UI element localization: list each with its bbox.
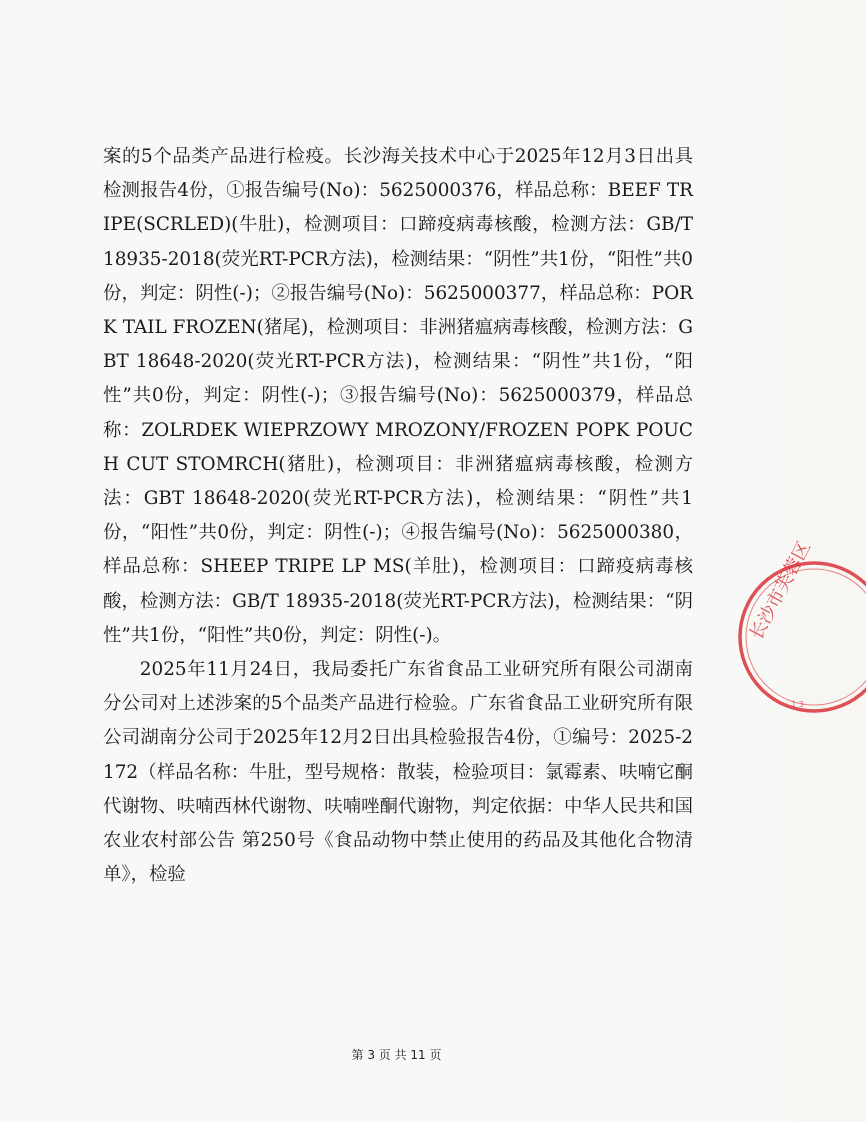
seal-lettering: 长沙市芙蓉区 — [745, 538, 816, 644]
page-footer: 第 3 页 共 11 页 — [351, 1048, 442, 1062]
paragraph-lab-entrustment: 2025年11月24日，我局委托广东省食品工业研究所有限公司湖南分公司对上述涉案的5个品类产品进行检验。广东省食品工业研究所有限公司湖南分公司于2025年12月2日出具检验报告4份，①编号：2025-2172（样品名称：牛肚，型号规格：散装，检验项目：氯霉素、呋喃它酮代谢物、呋喃西林代谢物、呋喃唑酮代谢物，判定依据：中华人民共和国农业农村部公告 第250号《食品动物中禁止使用的药品及其他化合物清单》，检验 — [103, 659, 693, 886]
body-text — [103, 140, 693, 892]
official-seal-stamp — [736, 537, 866, 737]
svg-text:· 1 3: · 1 3 — [786, 700, 804, 709]
paragraph-inspection-reports: 案的5个品类产品进行检疫。长沙海关技术中心于2025年12月3日出具检测报告4份，①报告编号(No)：5625000376，样品总称：BEEF TRIPE(SCRLED)(牛肚)，检测项目：口蹄疫病毒核酸，检测方法：GB/T 18935-2018(荧光RT-PCR方法)，检测结果：“阴性”共1份，“阳性”共0份，判定：阴性(-)；②报告编号(No)：5625000377，样品总称：PORK TAIL FROZEN(猪尾)，检测项目：非洲猪瘟病毒核酸，检测方法：GBT 18648-2020(荧光RT-PCR方法)，检测结果：“阴性”共1份，“阳性”共0份，判定：阴性(-)；③报告编号(No)：5625000379，样品总称：ZOLRDEK WIEPRZOWY MROZONY/FROZEN POPK POUCH CUT STOMRCH(猪肚)，检测项目：非洲猪瘟病毒核酸，检测方法：GBT 18648-2020(荧光RT-PCR方法)，检测结果：“阴性”共1份，“阳性”共0份，判定：阴性(-)；④报告编号(No)：5625000380，样品总称：SHEEP TRIPE LP MS(羊肚)，检测项目：口蹄疫病毒核酸，检测方法：GB/T 18935-2018(荧光RT-PCR方法)，检测结果：“阴性”共1份，“阳性”共0份，判定：阴性(-)。 — [103, 146, 693, 646]
